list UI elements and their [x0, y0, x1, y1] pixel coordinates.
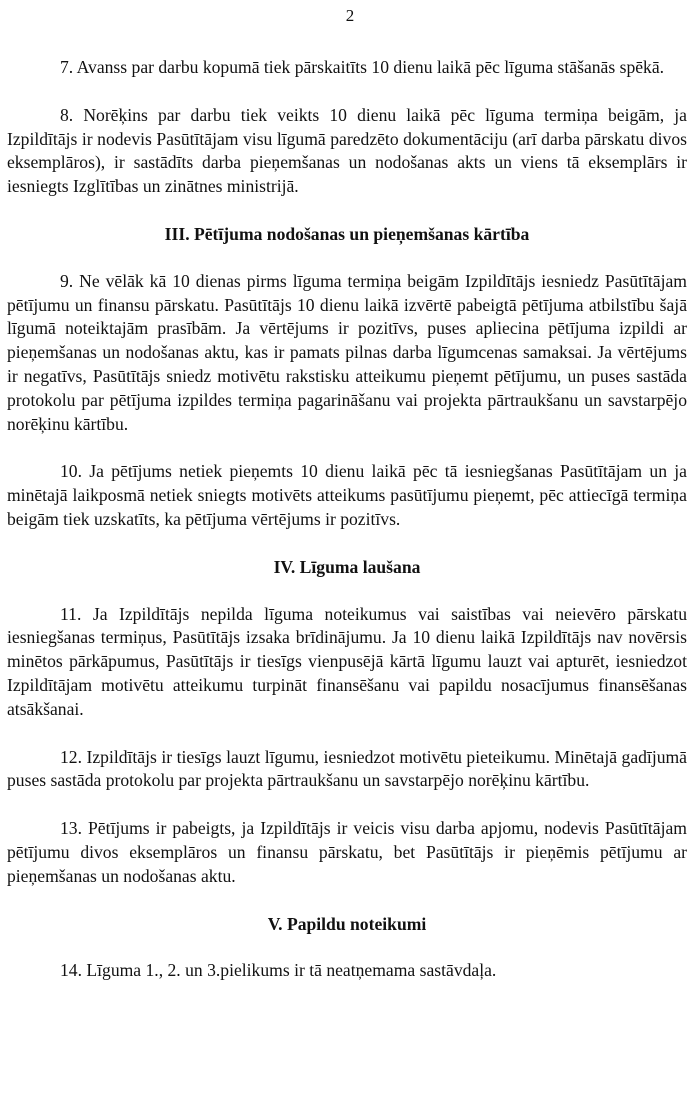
paragraph-11: 11. Ja Izpildītājs nepilda līguma noteikumus vai saistības vai neievēro pārskatu iesniegšanas termiņus, Pasūtītājs izsaka brīdinājumu. Ja 10 dienu laikā Izpildītājs nav novērsis minētos pārkāpumus, Pasūtītājs ir tiesīgs vienpusējā kārtā līgumu lauzt vai apturēt, iesniedzot Izpildītājam motivētu atteikumu turpināt finansēšanu vai papildu nosacījumus finansēšanas atsākšanai. [7, 603, 687, 719]
paragraph-13: 13. Pētījums ir pabeigts, ja Izpildītājs ir veicis visu darba apjomu, nodevis Pasūtītājam pētījumu divos eksemplāros un finansu pārskatu, bet Pasūtītājs ir pieņēmis pētījumu ar pieņemšanas un nodošanas aktu. [7, 818, 687, 886]
paragraph-8: 8. Norēķins par darbu tiek veikts 10 dienu laikā pēc līguma termiņa beigām, ja Izpildītājs ir nodevis Pasūtītājam visu līgumā paredzēto dokumentāciju (arī darba pārskatu divos eksemplāros), ir sastādīts darba pieņemšanas un nodošanas akts un viens tā eksemplārs ir iesniegts Izglītības un zinātnes ministrijā. [7, 104, 687, 197]
section-heading-iii: III. Pētījuma nodošanas un pieņemšanas kārtība [164, 223, 530, 244]
paragraph-12: 12. Izpildītājs ir tiesīgs lauzt līgumu, iesniedzot motivētu pieteikumu. Minētajā gadījumā puses sastāda protokolu par projekta pārtraukšanu un savstarpējo norēķinu kārtību. [7, 746, 687, 791]
document-body [7, 56, 687, 983]
section-heading-v: V. Papildu noteikumi [267, 913, 427, 934]
section-heading-iv: IV. Līguma laušana [273, 556, 421, 577]
paragraph-14: 14. Līguma 1., 2. un 3.pielikums ir tā neatņemama sastāvdaļa. [60, 960, 497, 981]
page-number: 2 [345, 6, 355, 25]
paragraph-9: 9. Ne vēlāk kā 10 dienas pirms līguma termiņa beigām Izpildītājs iesniedz Pasūtītājam pētījumu un finansu pārskatu. Pasūtītājs 10 dienu laikā izvērtē pabeigtā pētījuma atbilstību šajā līgumā noteiktajām prasībām. Ja vērtējums ir pozitīvs, puses apliecina pētījuma izpildi ar pieņemšanas un nodošanas aktu, kas ir pamats pilnas darba līgumcenas samaksai. Ja vērtējums ir negatīvs, Pasūtītājs sniedz motivētu rakstisku atteikumu pieņemt pētījumu, un puses sastāda protokolu par pētījuma izpildes termiņa pagarināšanu vai projekta pārtraukšanu un savstarpējo norēķinu kārtību. [7, 270, 687, 434]
paragraph-7: 7. Avanss par darbu kopumā tiek pārskaitīts 10 dienu laikā pēc līguma stāšanās spēkā. [60, 57, 665, 77]
paragraph-10: 10. Ja pētījums netiek pieņemts 10 dienu laikā pēc tā iesniegšanas Pasūtītājam un ja minētajā laikposmā netiek sniegts motivēts atteikums pasūtījumu pieņemt, pēc attiecīgā termiņa beigām tiek uzskatīts, ka pētījuma vērtējums ir pozitīvs. [7, 461, 687, 529]
